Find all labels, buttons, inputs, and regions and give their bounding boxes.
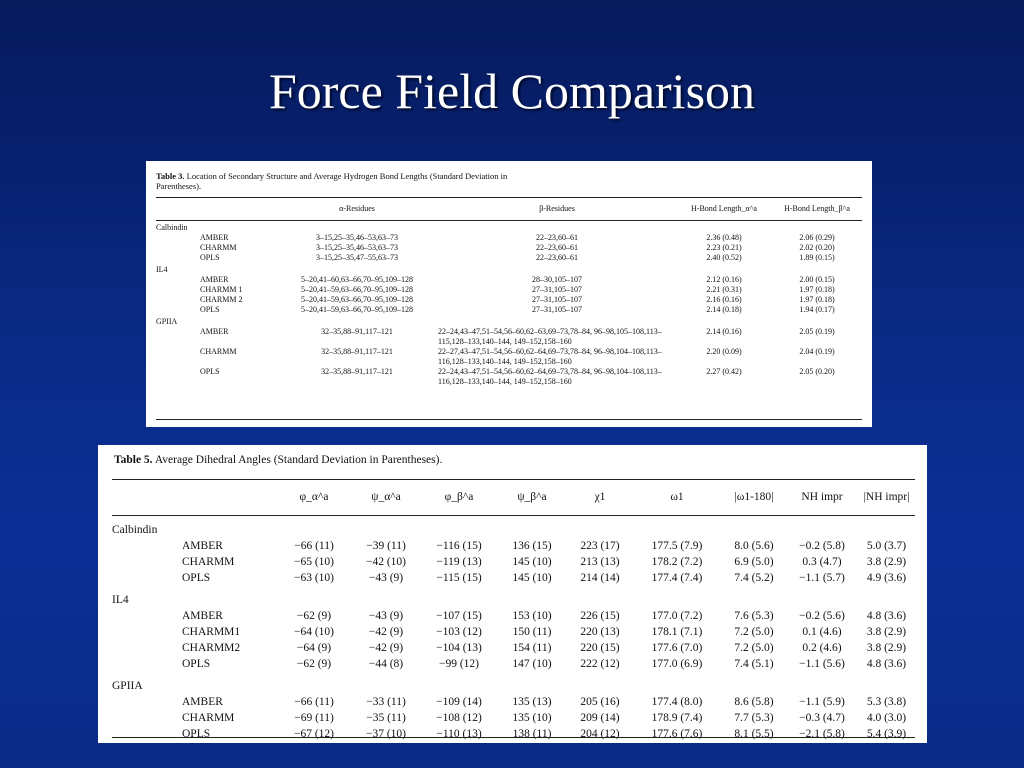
table5-cell: 4.8 (3.6) xyxy=(866,610,907,622)
table3-row xyxy=(156,295,862,305)
table5-cell: −69 (11) xyxy=(294,712,334,724)
table5-cell: 147 (10) xyxy=(512,658,552,670)
table3-cell: 1.97 (0.18) xyxy=(799,285,835,294)
table5-cell: −33 (11) xyxy=(366,696,406,708)
table3-cell: 2.02 (0.20) xyxy=(799,243,835,252)
table3-cell: 22–23,60–61 xyxy=(536,243,578,252)
table3-cell: CHARMM xyxy=(200,243,237,252)
table3-cell: 2.21 (0.31) xyxy=(706,285,742,294)
table3-cell: 3–15,25–35,47–55,63–73 xyxy=(316,253,398,262)
table5-top-rule xyxy=(112,479,915,480)
table5-cell: 8.6 (5.8) xyxy=(734,696,774,708)
table5-cell: −43 (9) xyxy=(368,572,404,584)
table3-cell: 2.36 (0.48) xyxy=(706,233,742,242)
table3-row xyxy=(156,243,862,253)
table3-cell: 5–20,41–59,63–66,70–95,109–128 xyxy=(301,295,413,304)
table5-cell: −104 (13) xyxy=(436,642,482,654)
table3-cell: OPLS xyxy=(200,305,220,314)
table3-row xyxy=(156,367,862,387)
table5-cell: 0.1 (4.6) xyxy=(802,626,842,638)
table5-cell: 220 (15) xyxy=(580,642,620,654)
table5-header-cell: NH impr xyxy=(786,485,858,516)
table3-cell: 5–20,41–59,63–66,70–95,109–128 xyxy=(301,285,413,294)
table5-cell: −99 (12) xyxy=(438,658,480,670)
table5-cell: −44 (8) xyxy=(368,658,404,670)
table5-cell: −42 (10) xyxy=(365,556,407,568)
table5-cell: 178.1 (7.1) xyxy=(651,626,703,638)
table5-header-cell: ψ_β^a xyxy=(496,485,568,516)
table5-cell: 4.9 (3.6) xyxy=(866,572,907,584)
table5-cell: 177.5 (7.9) xyxy=(651,540,703,552)
table5-cell: −62 (9) xyxy=(296,658,332,670)
table5-cell: 177.6 (7.6) xyxy=(651,728,703,740)
table5-cell: −116 (15) xyxy=(436,540,482,552)
table5-cell: AMBER xyxy=(182,610,223,622)
table5-cell: 7.4 (5.2) xyxy=(734,572,774,584)
table3-row xyxy=(156,253,862,263)
table5-row xyxy=(112,608,915,624)
table3-cell: 2.14 (0.16) xyxy=(706,327,742,336)
table5-cell: −39 (11) xyxy=(366,540,406,552)
table5-cell: 135 (10) xyxy=(512,712,552,724)
table3-cell: 2.06 (0.29) xyxy=(799,233,835,242)
table5-cell: 150 (11) xyxy=(512,626,552,638)
table5-row xyxy=(112,710,915,726)
table3-group-row xyxy=(156,263,862,275)
table5-cell: 0.3 (4.7) xyxy=(802,556,842,568)
table5-header-cell xyxy=(112,485,278,516)
table5-row xyxy=(112,694,915,710)
table3-cell: 22–23,60–61 xyxy=(536,253,578,262)
table5-header-cell: φ_β^a xyxy=(422,485,496,516)
table5-cell: −108 (12) xyxy=(436,712,482,724)
table3-top-rule xyxy=(156,197,862,198)
table5-cell: −107 (15) xyxy=(436,610,482,622)
table5-group-row xyxy=(112,672,915,694)
table3-header-alpha-residues: α-Residues xyxy=(276,201,438,221)
table3-cell: 2.00 (0.15) xyxy=(799,275,835,284)
table3-header-hbond-beta: H-Bond Length_β^a xyxy=(772,201,862,221)
table3-cell: 5–20,41–59,63–66,70–95,109–128 xyxy=(301,305,413,314)
table5-cell: 3.8 (2.9) xyxy=(866,626,907,638)
table5-cell: 3.8 (2.9) xyxy=(866,642,907,654)
table5-cell: −64 (10) xyxy=(293,626,335,638)
table5-cell: 4.0 (3.0) xyxy=(866,712,907,724)
table3-cell: 22–24,43–47,51–54,56–60,62–64,69–73,78–84, 96–98,104–108,113–116,128–133,140–144, 149–152,158–160 xyxy=(438,367,662,386)
table3-cell: 2.04 (0.19) xyxy=(799,347,835,356)
table5-header-cell: φ_α^a xyxy=(278,485,350,516)
table5-cell: 145 (10) xyxy=(512,572,552,584)
table5-cell: 222 (12) xyxy=(580,658,620,670)
table5-group-label: GPIIA xyxy=(112,680,143,692)
table3-cell: 2.16 (0.16) xyxy=(706,295,742,304)
table5-cell: 209 (14) xyxy=(580,712,620,724)
table3-header-blank xyxy=(156,201,276,221)
table5-cell: 220 (13) xyxy=(580,626,620,638)
table3-cell: 2.05 (0.20) xyxy=(799,367,835,376)
table5-cell: −1.1 (5.7) xyxy=(799,572,845,584)
table5-cell: 177.6 (7.0) xyxy=(651,642,703,654)
table3-row xyxy=(156,285,862,295)
table5-row xyxy=(112,538,915,554)
table3-cell: AMBER xyxy=(200,275,229,284)
table5-group-label: Calbindin xyxy=(112,524,158,536)
table3-cell: 27–31,105–107 xyxy=(532,295,582,304)
table5-group-row xyxy=(112,516,915,539)
table5-cell: −115 (15) xyxy=(436,572,482,584)
table3 xyxy=(156,201,862,387)
table3-cell: 32–35,88–91,117–121 xyxy=(321,327,393,336)
table3-cell: 1.97 (0.18) xyxy=(799,295,835,304)
table3-group-label: IL4 xyxy=(156,265,168,274)
table5-header-cell: χ1 xyxy=(568,485,632,516)
table3-cell: CHARMM xyxy=(200,347,237,356)
table5-cell: 7.4 (5.1) xyxy=(734,658,774,670)
table5-cell: 0.2 (4.6) xyxy=(802,642,842,654)
table5-row xyxy=(112,570,915,586)
table5-cell: 154 (11) xyxy=(512,642,552,654)
table5-cell: AMBER xyxy=(182,540,223,552)
table3-cell: 2.40 (0.52) xyxy=(706,253,742,262)
table5-cell: 213 (13) xyxy=(580,556,620,568)
table5-cell: −62 (9) xyxy=(296,610,332,622)
table5-cell: 214 (14) xyxy=(580,572,620,584)
table3-cell: OPLS xyxy=(200,253,220,262)
table5-cell: OPLS xyxy=(182,572,211,584)
table3-cell: 32–35,88–91,117–121 xyxy=(321,347,393,356)
table5-cell: 6.9 (5.0) xyxy=(734,556,774,568)
table3-cell: CHARMM 2 xyxy=(200,295,243,304)
table5-cell: 177.0 (7.2) xyxy=(651,610,703,622)
table5-cell: −64 (9) xyxy=(296,642,332,654)
table5-cell: 226 (15) xyxy=(580,610,620,622)
table5-row xyxy=(112,640,915,656)
table5-row xyxy=(112,624,915,640)
table5-cell: 7.2 (5.0) xyxy=(734,642,774,654)
table3-row xyxy=(156,347,862,367)
table3-cell: 28–30,105–107 xyxy=(532,275,582,284)
table5-caption-text: Average Dihedral Angles (Standard Deviation in Parentheses). xyxy=(154,454,443,466)
table3-row xyxy=(156,233,862,243)
table5-cell: −0.3 (4.7) xyxy=(799,712,845,724)
table5-cell: −0.2 (5.6) xyxy=(799,610,845,622)
table5-cell: 178.9 (7.4) xyxy=(651,712,703,724)
table5-cell: 7.7 (5.3) xyxy=(734,712,774,724)
table5-cell: 145 (10) xyxy=(512,556,552,568)
table5-cell: −37 (10) xyxy=(365,728,407,740)
table3-cell: 2.14 (0.18) xyxy=(706,305,742,314)
table5-header-cell: |ω1-180| xyxy=(722,485,786,516)
table3-header-row xyxy=(156,201,862,221)
table3-image xyxy=(146,161,872,427)
table5-cell: −35 (11) xyxy=(366,712,406,724)
table5-header-cell: |NH impr| xyxy=(858,485,915,516)
table3-row xyxy=(156,327,862,347)
table5-cell: 153 (10) xyxy=(512,610,552,622)
table5-cell: 136 (15) xyxy=(512,540,552,552)
table3-caption-label: Table 3. xyxy=(156,171,185,181)
table3-cell: 2.05 (0.19) xyxy=(799,327,835,336)
table3-cell: 27–31,105–107 xyxy=(532,285,582,294)
table3-cell: 22–24,43–47,51–54,56–60,62–63,69–73,78–84, 96–98,105–108,113–115,128–133,140–144, 149–152,158–160 xyxy=(438,327,662,346)
table3-row xyxy=(156,275,862,285)
table5-image xyxy=(98,445,927,743)
table5-cell: 177.4 (7.4) xyxy=(651,572,703,584)
table3-cell: 5–20,41–60,63–66,70–95,109–128 xyxy=(301,275,413,284)
table3-group-row xyxy=(156,221,862,234)
table5-cell: −2.1 (5.8) xyxy=(799,728,845,740)
table3-group-label: GPIIA xyxy=(156,317,178,326)
table5-cell: 223 (17) xyxy=(580,540,620,552)
table5 xyxy=(112,485,915,742)
table3-cell: 22–23,60–61 xyxy=(536,233,578,242)
table5-cell: −42 (9) xyxy=(368,642,404,654)
table5-cell: 4.8 (3.6) xyxy=(866,658,907,670)
table5-cell: 8.1 (5.5) xyxy=(734,728,774,740)
table3-cell: 27–31,105–107 xyxy=(532,305,582,314)
table5-cell: −1.1 (5.6) xyxy=(799,658,845,670)
table5-cell: OPLS xyxy=(182,658,211,670)
table5-cell: −43 (9) xyxy=(368,610,404,622)
table5-cell: CHARMM2 xyxy=(182,642,241,654)
table5-cell: 5.3 (3.8) xyxy=(866,696,907,708)
table5-cell: 7.6 (5.3) xyxy=(734,610,774,622)
table3-cell: 22–27,43–47,51–54,56–60,62–64,69–73,78–84, 96–98,104–108,113–116,128–133,140–144, 149–152,158–160 xyxy=(438,347,662,366)
table5-cell: 3.8 (2.9) xyxy=(866,556,907,568)
table5-cell: −65 (10) xyxy=(293,556,335,568)
table5-cell: 8.0 (5.6) xyxy=(734,540,774,552)
table5-cell: 177.0 (6.9) xyxy=(651,658,703,670)
table5-cell: OPLS xyxy=(182,728,211,740)
table3-cell: OPLS xyxy=(200,367,220,376)
table3-cell: 32–35,88–91,117–121 xyxy=(321,367,393,376)
table3-header-hbond-alpha: H-Bond Length_α^a xyxy=(676,201,772,221)
table3-cell: 3–15,25–35,46–53,63–73 xyxy=(316,233,398,242)
table5-cell: CHARMM1 xyxy=(182,626,241,638)
table5-cell: −63 (10) xyxy=(293,572,335,584)
slide-title: Force Field Comparison xyxy=(268,63,756,119)
table3-cell: 1.89 (0.15) xyxy=(799,253,835,262)
table5-header-row xyxy=(112,485,915,516)
table5-cell: 138 (11) xyxy=(512,728,552,740)
table5-cell: CHARMM xyxy=(182,712,235,724)
table5-cell: CHARMM xyxy=(182,556,235,568)
table5-row xyxy=(112,656,915,672)
table5-cell: −1.1 (5.9) xyxy=(799,696,845,708)
table3-cell: AMBER xyxy=(200,233,229,242)
table3-cell: 2.27 (0.42) xyxy=(706,367,742,376)
table5-cell: 204 (12) xyxy=(580,728,620,740)
table5-cell: 177.4 (8.0) xyxy=(651,696,703,708)
table3-header-beta-residues: β-Residues xyxy=(438,201,676,221)
table5-group-row xyxy=(112,586,915,608)
table5-cell: −103 (12) xyxy=(436,626,482,638)
table5-cell: −66 (11) xyxy=(294,540,334,552)
table3-row xyxy=(156,305,862,315)
table5-group-label: IL4 xyxy=(112,594,129,606)
table5-cell: 7.2 (5.0) xyxy=(734,626,774,638)
table5-header-cell: ω1 xyxy=(632,485,722,516)
table3-cell: 2.20 (0.09) xyxy=(706,347,742,356)
table5-cell: AMBER xyxy=(182,696,223,708)
table3-bottom-rule xyxy=(156,419,862,420)
table5-cell: 205 (16) xyxy=(580,696,620,708)
table5-cell: 135 (13) xyxy=(512,696,552,708)
table3-caption-text: Location of Secondary Structure and Average Hydrogen Bond Lengths (Standard Deviation in Parentheses). xyxy=(156,171,508,191)
table5-cell: −119 (13) xyxy=(436,556,482,568)
table3-cell: 2.12 (0.16) xyxy=(706,275,742,284)
table5-cell: 5.0 (3.7) xyxy=(866,540,907,552)
table5-cell: 5.4 (3.9) xyxy=(866,728,907,740)
table5-bottom-rule xyxy=(112,737,915,738)
table3-group-row xyxy=(156,315,862,327)
table3-cell: 2.23 (0.21) xyxy=(706,243,742,252)
table3-group-label: Calbindin xyxy=(156,223,188,232)
table5-cell: −66 (11) xyxy=(294,696,334,708)
table5-cell: −67 (12) xyxy=(293,728,335,740)
table5-header-cell: ψ_α^a xyxy=(350,485,422,516)
table5-cell: −42 (9) xyxy=(368,626,404,638)
table5-cell: −110 (13) xyxy=(436,728,482,740)
table3-cell: 3–15,25–35,46–53,63–73 xyxy=(316,243,398,252)
table3-cell: AMBER xyxy=(200,327,229,336)
table3-caption xyxy=(156,171,536,191)
table5-row xyxy=(112,554,915,570)
table3-cell: CHARMM 1 xyxy=(200,285,243,294)
table5-cell: −109 (14) xyxy=(436,696,482,708)
table5-caption-label: Table 5. xyxy=(114,454,153,466)
table5-row xyxy=(112,726,915,742)
table5-cell: −0.2 (5.8) xyxy=(799,540,845,552)
table5-caption xyxy=(114,453,714,467)
table5-cell: 178.2 (7.2) xyxy=(651,556,703,568)
table3-cell: 1.94 (0.17) xyxy=(799,305,835,314)
